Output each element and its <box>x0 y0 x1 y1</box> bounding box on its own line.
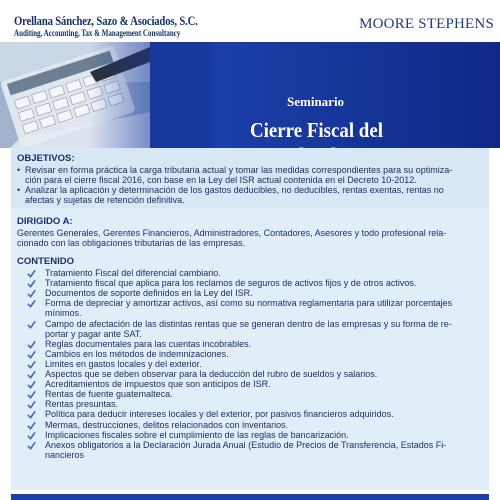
contenido-item-line: Campo de afectación de las distintas rentas que se generan dentro de las empresas y su forma de re- <box>45 318 452 329</box>
contenido-item-line: Implicaciones fiscales sobre el cumplimiento de las reglas de bancarización. <box>45 429 349 440</box>
check-mark-icon <box>27 350 36 359</box>
objetivos-heading: OBJETIVOS: <box>17 153 75 164</box>
check-mark-icon <box>27 289 36 298</box>
seminar-banner <box>0 42 500 148</box>
contenido-item-line: Reglas documentales para las cuentas incobrables. <box>45 338 252 349</box>
partner-logo-text: MOORE STEPHENS <box>359 16 494 32</box>
bullet-dot-icon: • <box>17 185 21 195</box>
contenido-item-line: Política para deducir intereses locales y del exterior, por pasivos financieros adquiridos. <box>45 409 394 420</box>
contenido-item-line: Forma de depreciar y amortizar activos, así como su normativa reglamentaria para utilizar porcentajes <box>45 298 453 309</box>
contenido-item-line: Aspectos que se deben observar para la deducción del rubro de sueldos y salarios. <box>45 369 378 379</box>
check-mark-icon <box>27 269 36 278</box>
contenido-item-line: Tratamiento fiscal que aplica para los reclamos de seguros de activos fijos y de otros activos. <box>45 278 417 289</box>
check-mark-icon <box>27 421 36 430</box>
seminar-label: Seminario <box>287 94 345 109</box>
objetivo-2-line-1: Analizar la aplicación y determinación de los gastos deducibles, no deducibles, rentas exentas, rentas no <box>25 185 444 195</box>
objetivo-1-line-2: ción para el cierre fiscal 2016, con base en la Ley del ISR actual contenida en el Decreto 10-2012. <box>25 175 417 185</box>
check-mark-icon <box>27 431 36 440</box>
check-mark-icon <box>27 340 36 349</box>
objetivo-1-line-1: Revisar en forma práctica la carga tributaria actual y tomar las medidas correspondientes para su optimiza- <box>25 165 453 175</box>
dirigido-line-2: cionado con las obligaciones tributarias de las empresas. <box>17 238 246 248</box>
contenido-item-line: mínimos. <box>45 308 82 319</box>
banner-fade <box>90 42 210 148</box>
seminar-title-line-1: Cierre Fiscal del <box>250 118 383 142</box>
objetivos-section <box>11 148 489 208</box>
firm-tagline: Auditing, Accounting, Tax & Management Consultancy <box>14 28 181 38</box>
contenido-item-line: Acreditamientos de impuestos que son anticipos de ISR. <box>45 379 271 390</box>
check-mark-icon <box>27 370 36 379</box>
contenido-item-line: Rentas presuntas. <box>45 399 119 410</box>
check-mark-icon <box>27 410 36 419</box>
firm-name: Orellana Sánchez, Sazo & Asociados, S.C. <box>14 13 198 28</box>
check-mark-icon <box>27 279 36 288</box>
header <box>0 0 500 42</box>
dirigido-heading: DIRIGIDO A: <box>17 216 73 227</box>
check-mark-icon <box>27 441 36 450</box>
check-mark-icon <box>27 360 36 369</box>
contenido-item-line: Tratamiento Fiscal del diferencial cambiario. <box>45 268 221 278</box>
check-mark-icon <box>27 380 36 389</box>
contenido-item-line: Anexos obligatorios a la Declaración Jurada Anual (Estudio de Precios de Transferencia, Estados Fi- <box>45 439 447 450</box>
check-mark-icon <box>27 390 36 399</box>
check-mark-icon <box>27 320 36 329</box>
check-mark-icon <box>27 400 36 409</box>
contenido-item-line: portar y pagar ante SAT. <box>45 328 142 339</box>
contenido-item-line: Cambios en los métodos de indemnizaciones. <box>45 348 229 359</box>
check-mark-icon <box>27 299 36 308</box>
dirigido-line-1: Gerentes Generales, Gerentes Financieros, Administradores, Contadores, Asesores y todo profesional rela- <box>17 228 447 238</box>
bottom-bar <box>11 494 489 500</box>
contenido-item-line: Limites en gastos locales y del exterior. <box>45 358 202 369</box>
contenido-item-line: Rentas de fuente guatemalteca. <box>45 389 173 400</box>
seminar-details <box>11 148 489 490</box>
contenido-item-line: Documentos de soporte definidos en la Ley del ISR. <box>45 288 253 299</box>
contenido-item-line: Mermas, destrucciones, delitos relacionados con inventarios. <box>45 419 289 430</box>
bullet-dot-icon: • <box>17 165 21 175</box>
contenido-item-line: nancieros <box>45 449 85 460</box>
objetivo-2-line-2: afectas y sujetas de retención definitiva. <box>25 195 185 205</box>
contenido-heading: CONTENIDO <box>17 256 74 267</box>
